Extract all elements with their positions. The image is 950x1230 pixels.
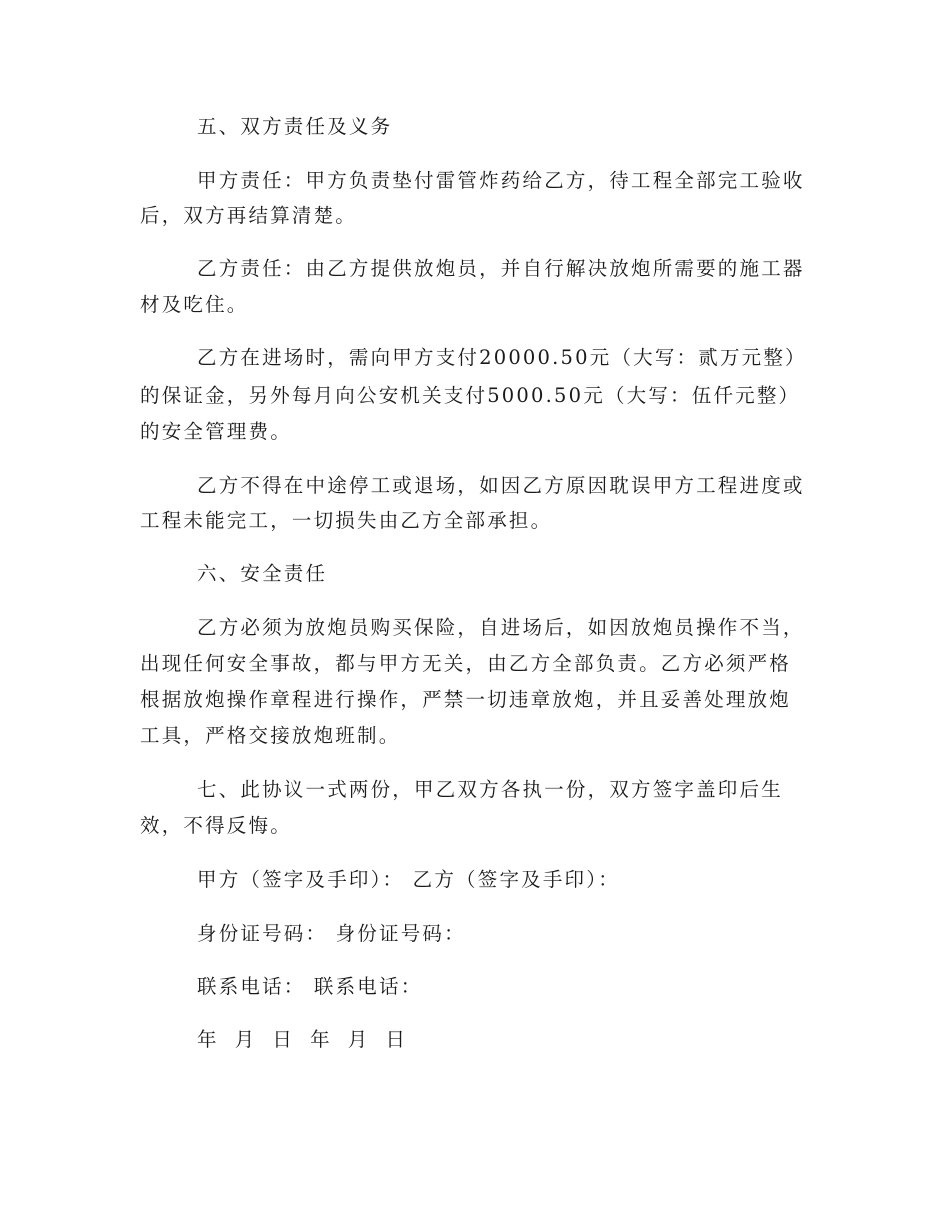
paragraph-line: 乙方在进场时，需向甲方支付20000.50元（大写：贰万元整） [197,346,807,369]
paragraph-line: 工具，严格交接放炮班制。 [140,724,401,747]
section-heading-seven: 七、此协议一式两份，甲乙双方各执一份，双方签字盖印后生 [197,778,783,801]
signature-line: 甲方（签字及手印）： 乙方（签字及手印）： [197,868,620,891]
paragraph-line: 材及吃住。 [140,293,249,316]
paragraph-line: 后，双方再结算清楚。 [140,204,358,227]
paragraph-line: 出现任何安全事故，都与甲方无关，由乙方全部负责。乙方必须严格 [140,652,792,675]
section-heading-six: 六、安全责任 [197,562,328,585]
section-heading-five: 五、双方责任及义务 [197,115,393,138]
paragraph-line: 乙方不得在中途停工或退场，如因乙方原因耽误甲方工程进度或 [197,474,805,497]
paragraph-line: 乙方责任：由乙方提供放炮员，并自行解决放炮所需要的施工器 [197,257,805,280]
paragraph-line: 效，不得反悔。 [140,814,292,837]
paragraph-line: 的保证金，另外每月向公安机关支付5000.50元（大写：伍仟元整） [140,384,801,407]
paragraph-line: 甲方责任：甲方负责垫付雷管炸药给乙方，待工程全部完工验收 [197,169,805,192]
paragraph-line: 乙方必须为放炮员购买保险，自进场后，如因放炮员操作不当， [197,616,805,639]
paragraph-line: 工程未能完工，一切损失由乙方全部承担。 [140,509,553,532]
paragraph-line: 根据放炮操作章程进行操作，严禁一切违章放炮，并且妥善处理放炮 [140,688,792,711]
phone-line: 联系电话： 联系电话： [197,975,423,998]
id-number-line: 身份证号码： 身份证号码： [197,922,466,945]
paragraph-line: 的安全管理费。 [140,420,292,443]
date-line: 年 月 日 年 月 日 [197,1028,411,1051]
